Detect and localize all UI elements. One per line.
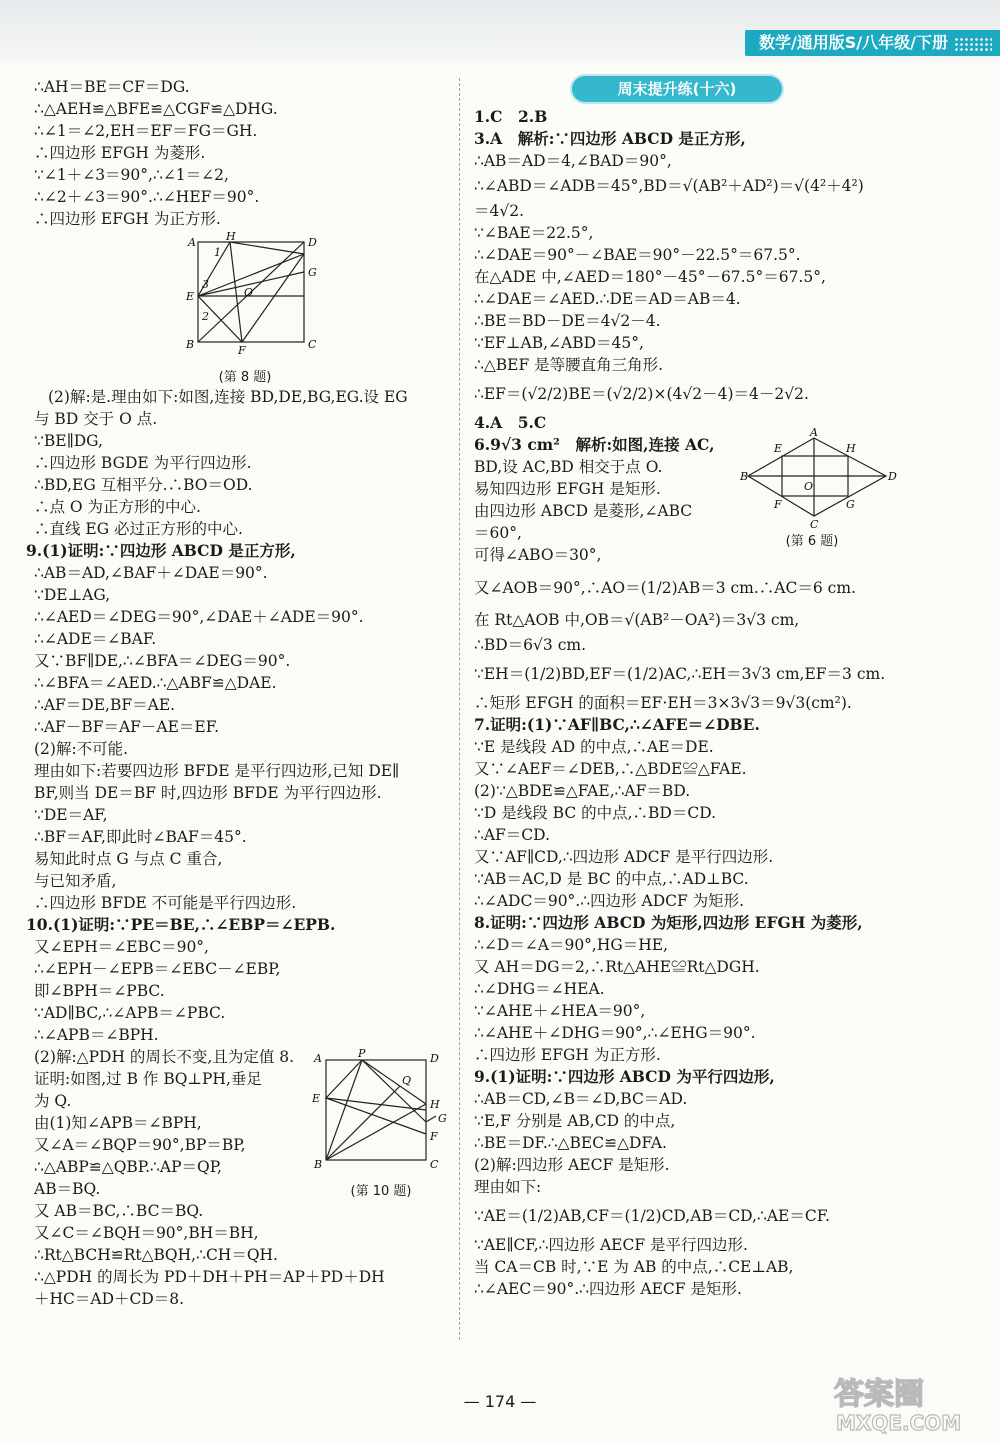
text-line: 又∵BF∥DE,∴∠BFA＝∠DEG＝90°. bbox=[34, 652, 291, 670]
figure-10-caption: (第 10 题) bbox=[350, 1184, 412, 1199]
text-line: ∴∠AHE＋∠DHG＝90°,∴∠EHG＝90°. bbox=[474, 1024, 756, 1042]
text-line: ∴∠1＝∠2,EH＝EF＝FG＝GH. bbox=[34, 122, 258, 140]
text-line: ∴AH＝BE＝CF＝DG. bbox=[34, 78, 190, 96]
left-block1 bbox=[34, 76, 456, 230]
fig8-label: G bbox=[308, 266, 317, 279]
fig10-label: F bbox=[430, 1130, 438, 1143]
text-line: AB＝BQ. bbox=[34, 1180, 101, 1198]
text-line: BD,设 AC,BD 相交于点 O. bbox=[474, 458, 663, 476]
text-line: 可得∠ABO＝30°, bbox=[474, 546, 602, 564]
text-line: 又∠AOB＝90°,∴AO＝(1/2)AB＝3 cm.∴AC＝6 cm. bbox=[474, 579, 856, 597]
text-line: ∵∠BAE＝22.5°, bbox=[474, 224, 594, 242]
fig8-label: E bbox=[186, 290, 195, 303]
right-block3 bbox=[474, 570, 926, 1300]
text-line: ∵DE＝AF, bbox=[34, 806, 108, 824]
text-line: ∴BE＝DF.∴△BEC≌△DFA. bbox=[474, 1134, 667, 1152]
page-number: — 174 — bbox=[463, 1392, 537, 1411]
fig6-label: F bbox=[774, 498, 782, 511]
text-line: ∴BE＝BD－DE＝4√2－4. bbox=[474, 312, 661, 330]
fig10-label: G bbox=[438, 1112, 447, 1125]
text-line: ∴AB＝CD,∠B＝∠D,BC＝AD. bbox=[474, 1090, 688, 1108]
text-line: 10.(1)证明:∵PE＝BE,∴∠EBP＝∠EPB. bbox=[26, 915, 336, 934]
text-line: ∴AB＝AD＝4,∠BAD＝90°, bbox=[474, 152, 672, 170]
text-line: ∴点 O 为正方形的中心. bbox=[34, 498, 201, 516]
text-line: 为 Q. bbox=[34, 1092, 72, 1110]
figure-8 bbox=[34, 230, 456, 385]
text-line: ∴四边形 BFDE 不可能是平行四边形. bbox=[34, 894, 297, 912]
watermark-site: MXQE.COM bbox=[836, 1411, 962, 1435]
fig8-label: 2 bbox=[202, 310, 209, 323]
text-line: 证明:如图,过 B 作 BQ⊥PH,垂足 bbox=[34, 1070, 262, 1088]
fig10-label: C bbox=[430, 1158, 439, 1171]
fig6-label: D bbox=[888, 470, 897, 483]
text-line: ∴EF＝(√2/2)BE＝(√2/2)×(4√2－4)＝4－2√2. bbox=[474, 385, 809, 403]
text-line: 又∠A＝∠BQP＝90°,BP＝BP, bbox=[34, 1136, 246, 1154]
right-column bbox=[474, 76, 926, 1300]
text-line: 又∠EPH＝∠EBC＝90°, bbox=[34, 938, 209, 956]
fig6-label: E bbox=[774, 442, 783, 455]
text-line: (2)解:是.理由如下:如图,连接 BD,DE,BG,EG.设 EG bbox=[48, 388, 408, 406]
text-line: ∵AD∥BC,∴∠APB＝∠PBC. bbox=[34, 1004, 226, 1022]
text-line: 理由如下: bbox=[474, 1178, 542, 1196]
text-line: 1.C 2.B bbox=[474, 107, 548, 126]
fig6-label: A bbox=[810, 426, 818, 439]
text-line: ∴∠AEC＝90°.∴四边形 AECF 是矩形. bbox=[474, 1280, 742, 1298]
header-tag bbox=[745, 30, 1000, 56]
text-line: ∴BD＝6√3 cm. bbox=[474, 636, 587, 654]
header-tag-text: 数学/通用版S/八年级/下册 bbox=[758, 33, 948, 52]
text-line: ∴∠EPH－∠EPB＝∠EBC－∠EBP, bbox=[34, 960, 281, 978]
text-line: ∴△PDH 的周长为 PD＋DH＋PH＝AP＋PD＋DH bbox=[34, 1268, 385, 1286]
text-line: 7.证明:(1)∵AF∥BC,∴∠AFE＝∠DBE. bbox=[474, 715, 760, 734]
text-line: (2)∵△BDE≌△FAE,∴AF＝BD. bbox=[474, 782, 691, 800]
text-line: ∵DE⊥AG, bbox=[34, 586, 111, 604]
text-line: ∴四边形 EFGH 为正方形. bbox=[34, 210, 221, 228]
text-line: ∴∠AED＝∠DEG＝90°,∠DAE＋∠ADE＝90°. bbox=[34, 608, 364, 626]
text-line: ∵E,F 分别是 AB,CD 的中点, bbox=[474, 1112, 676, 1130]
fig6-label: B bbox=[740, 470, 749, 483]
text-line: ∴四边形 EFGH 为正方形. bbox=[474, 1046, 661, 1064]
fig8-label: B bbox=[186, 338, 195, 351]
figure-8-diagram bbox=[34, 230, 456, 366]
text-line: (2)解:不可能. bbox=[34, 740, 129, 758]
text-line: 又∠C＝∠BQH＝90°,BH＝BH, bbox=[34, 1224, 259, 1242]
text-line: BF,则当 DE＝BF 时,四边形 BFDE 为平行四边形. bbox=[34, 784, 382, 802]
section-banner: 周末提升练(十六) bbox=[572, 76, 782, 102]
text-line: ＝60°, bbox=[474, 524, 522, 542]
text-line: ∴△BEF 是等腰直角三角形. bbox=[474, 356, 664, 374]
text-line: 易知此时点 G 与点 C 重合, bbox=[34, 850, 223, 868]
text-line: ∴∠D＝∠A＝90°,HG＝HE, bbox=[474, 936, 669, 954]
fig10-label: A bbox=[314, 1052, 322, 1065]
text-line: ∵E 是线段 AD 的中点,∴AE＝DE. bbox=[474, 738, 714, 756]
text-line: ＝4√2. bbox=[474, 202, 525, 220]
watermark-logo bbox=[828, 1366, 988, 1436]
text-line: ∴∠ADE＝∠BAF. bbox=[34, 630, 157, 648]
text-line: 由(1)知∠APB＝∠BPH, bbox=[34, 1114, 202, 1132]
fig6-label: C bbox=[810, 518, 819, 531]
text-line: (2)解:四边形 AECF 是矩形. bbox=[474, 1156, 670, 1174]
text-line: ∴∠APB＝∠BPH. bbox=[34, 1026, 159, 1044]
left-block3 bbox=[26, 540, 456, 914]
text-line: 4.A 5.C bbox=[474, 413, 547, 432]
text-line: ∴△AEH≌△BFE≌△CGF≌△DHG. bbox=[34, 100, 278, 118]
text-line: ∴∠DAE＝∠AED.∴DE＝AD＝AB＝4. bbox=[474, 290, 741, 308]
figure-10 bbox=[306, 1048, 456, 1198]
text-line: ∴△ABP≌△QBP.∴AP＝QP, bbox=[34, 1158, 222, 1176]
text-line: ∵∠1＋∠3＝90°,∴∠1＝∠2, bbox=[34, 166, 229, 184]
fig10-label: Q bbox=[402, 1074, 412, 1087]
text-line: 8.证明:∵四边形 ABCD 为矩形,四边形 EFGH 为菱形, bbox=[474, 913, 863, 932]
fig6-label: H bbox=[846, 442, 856, 455]
fig8-label: 1 bbox=[214, 246, 221, 259]
text-line: 又∵∠AEF＝∠DEB,∴△BDE≌△FAE. bbox=[474, 760, 747, 778]
left-block2 bbox=[34, 386, 456, 540]
fig8-label: H bbox=[226, 230, 236, 243]
text-line: ∵AE∥CF,∴四边形 AECF 是平行四边形. bbox=[474, 1236, 748, 1254]
watermark-text: 答案圈 bbox=[834, 1377, 924, 1412]
fig6-label: O bbox=[804, 480, 814, 493]
fig8-label: O bbox=[244, 286, 254, 299]
figure-8-caption: (第 8 题) bbox=[218, 370, 272, 385]
text-line: ∴BD,EG 互相平分.∴BO＝OD. bbox=[34, 476, 253, 494]
text-line: (2)解:△PDH 的周长不变,且为定值 8. bbox=[34, 1048, 295, 1066]
text-line: ∴直线 EG 必过正方形的中心. bbox=[34, 520, 243, 538]
header-dots bbox=[954, 37, 992, 51]
text-line: 理由如下:若要四边形 BFDE 是平行四边形,已知 DE∥ bbox=[34, 762, 400, 780]
text-line: 又 AB＝BC,∴BC＝BQ. bbox=[34, 1202, 204, 1220]
text-line: ∴AF－BF＝AF－AE＝EF. bbox=[34, 718, 219, 736]
text-line: 在△ADE 中,∠AED＝180°－45°－67.5°＝67.5°, bbox=[474, 268, 826, 286]
fig8-label: C bbox=[308, 338, 317, 351]
text-line: ∴AB＝AD,∠BAF＋∠DAE＝90°. bbox=[34, 564, 268, 582]
text-line: 当 CA＝CB 时,∵E 为 AB 的中点,∴CE⊥AB, bbox=[474, 1258, 794, 1276]
text-line: 即∠BPH＝∠PBC. bbox=[34, 982, 165, 1000]
right-block2-wrap bbox=[474, 426, 926, 570]
text-line: ∵EH＝(1/2)BD,EF＝(1/2)AC,∴EH＝3√3 cm,EF＝3 cm. bbox=[474, 665, 886, 683]
text-line: ＋HC＝AD＋CD＝8. bbox=[34, 1290, 185, 1308]
text-line: 易知四边形 EFGH 是矩形. bbox=[474, 480, 661, 498]
text-line: 又∵AF∥CD,∴四边形 ADCF 是平行四边形. bbox=[474, 848, 774, 866]
text-line: 3.A 解析:∵四边形 ABCD 是正方形, bbox=[474, 129, 746, 148]
right-block1 bbox=[474, 106, 926, 434]
fig10-label: B bbox=[314, 1158, 323, 1171]
text-line: ∴矩形 EFGH 的面积＝EF·EH＝3×3√3＝9√3(cm²). bbox=[474, 694, 852, 712]
text-line: ∵AB＝AC,D 是 BC 的中点,∴AD⊥BC. bbox=[474, 870, 749, 888]
text-line: 9.(1)证明:∵四边形 ABCD 为平行四边形, bbox=[474, 1067, 775, 1086]
figure-6-caption: (第 6 题) bbox=[785, 534, 839, 549]
fig8-label: D bbox=[308, 236, 317, 249]
fig10-label: H bbox=[430, 1098, 440, 1111]
fig8-label: 3 bbox=[202, 278, 209, 291]
column-divider bbox=[459, 78, 460, 1340]
text-line: ∵AE＝(1/2)AB,CF＝(1/2)CD,AB＝CD,∴AE＝CF. bbox=[474, 1207, 830, 1225]
text-line: ∴∠ADC＝90°.∴四边形 ADCF 为矩形. bbox=[474, 892, 745, 910]
figure-6 bbox=[740, 426, 902, 552]
left-column bbox=[26, 76, 456, 1310]
text-line: ∵∠AHE＋∠HEA＝90°, bbox=[474, 1002, 646, 1020]
text-line: ∴四边形 BGDE 为平行四边形. bbox=[34, 454, 252, 472]
text-line: 由四边形 ABCD 是菱形,∠ABC bbox=[474, 502, 693, 520]
fig8-label: F bbox=[238, 344, 246, 357]
text-line: ∴∠DAE＝90°－∠BAE＝90°－22.5°＝67.5°. bbox=[474, 246, 801, 264]
text-line: 6.9√3 cm² 解析:如图,连接 AC, bbox=[474, 435, 715, 454]
fig6-label: G bbox=[846, 498, 855, 511]
text-line: ∵D 是线段 BC 的中点,∴BD＝CD. bbox=[474, 804, 717, 822]
fig10-label: P bbox=[358, 1047, 366, 1060]
left-block6 bbox=[34, 1200, 456, 1310]
text-line: ∴AF＝CD. bbox=[474, 826, 550, 844]
left-block4 bbox=[26, 914, 456, 1068]
text-line: ∴BF＝AF,即此时∠BAF＝45°. bbox=[34, 828, 247, 846]
text-line: ∴∠DHG＝∠HEA. bbox=[474, 980, 605, 998]
text-line: ∴∠ABD＝∠ADB＝45°,BD＝√(AB²＋AD²)＝√(4²＋4²) bbox=[474, 177, 864, 195]
text-line: 与已知矛盾, bbox=[34, 872, 117, 890]
text-line: 又 AH＝DG＝2,∴Rt△AHE≌Rt△DGH. bbox=[474, 958, 760, 976]
figure-6-diagram bbox=[740, 426, 902, 531]
figure-10-diagram bbox=[306, 1048, 456, 1180]
text-line: ∵BE∥DG, bbox=[34, 432, 103, 450]
text-line: ∴AF＝DE,BF＝AE. bbox=[34, 696, 176, 714]
text-line: ∴∠BFA＝∠AED.∴△ABF≌△DAE. bbox=[34, 674, 277, 692]
fig8-label: A bbox=[188, 236, 196, 249]
text-line: 与 BD 交于 O 点. bbox=[34, 410, 158, 428]
fig10-label: E bbox=[312, 1092, 321, 1105]
text-line: 9.(1)证明:∵四边形 ABCD 是正方形, bbox=[26, 541, 296, 560]
text-line: ∴Rt△BCH≌Rt△BQH,∴CH＝QH. bbox=[34, 1246, 278, 1264]
text-line: 在 Rt△AOB 中,OB＝√(AB²－OA²)＝3√3 cm, bbox=[474, 611, 800, 629]
text-line: ∴∠2＋∠3＝90°.∴∠HEF＝90°. bbox=[34, 188, 260, 206]
text-line: ∴四边形 EFGH 为菱形. bbox=[34, 144, 206, 162]
fig10-label: D bbox=[430, 1052, 439, 1065]
text-line: ∵EF⊥AB,∠ABD＝45°, bbox=[474, 334, 644, 352]
